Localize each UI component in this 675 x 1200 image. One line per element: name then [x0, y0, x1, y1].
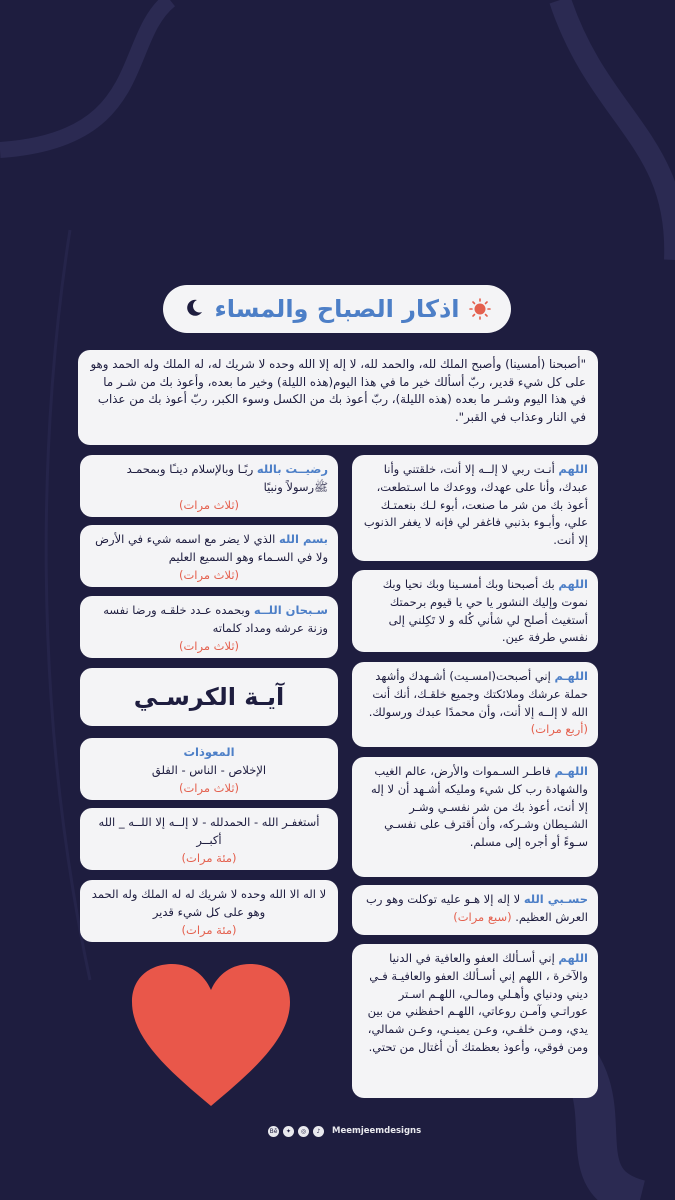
behance-icon[interactable]: Bē — [269, 1127, 278, 1135]
dhikr-text: وبحمده عـدد خلقـه ورضا نفسه وزنة عرشه ومداد كلماته — [103, 603, 328, 635]
dhikr-text: ربًـا وبالإسلام دينـًا وبمحمـد ﷺرسولاً ونبيًا — [126, 462, 328, 494]
dhikr-card-bika-asbahna — [352, 570, 598, 652]
title-pill — [163, 285, 511, 333]
muawwidhat-title: المعوذات — [183, 745, 235, 759]
dhikr-lead: رضيــت بالله — [256, 462, 328, 476]
dhikr-lead: بسم الله — [279, 532, 328, 546]
dhikr-lead: اللهم — [558, 951, 588, 965]
dhikr-lead: حسـبي الله — [523, 892, 588, 906]
dhikr-text: أنـت ربي لا إلــه إلا أنت، خلقتني وأنا عبدك، وأنا على عهدك، ووعدك ما اسـتطعت، أعوذ بك من شر ما صنعت، أبوء لـك بنعمتـك علي، وأبـوء بذنبي فاغفر لي فإنه لا يغفر الذنوب إلا أنت. — [363, 462, 588, 548]
istighfar-card — [80, 808, 338, 870]
dhikr-text: لا إله إلا هـو عليه توكلت وهو رب العرش العظيم. — [366, 892, 588, 924]
muawwidhat-card — [80, 738, 338, 800]
dhikr-text: إني أصبحت(امسـيت) أشـهدك وأشهد حملة عرشك وملائكتك وجميع خلقـك، أنك أنت الله لا إلــه إلا أنت، وأن محمدًا عبدك ورسولك. — [368, 669, 588, 719]
dhikr-card-hasbiyallah — [352, 885, 598, 935]
dhikr-text: بك أصبحنا وبك أمسـينا وبك نحيا وبك نموت وإليك النشور يا حي يا قيوم برحمتك أستغيث أصلح لي شأني كُله و لا تَكِلني إلى نفسي طرفة عين. — [382, 577, 588, 645]
dhikr-lead: اللهـم — [554, 669, 588, 683]
repetition-count: (ثلاث مرات) — [178, 780, 240, 795]
dhikr-card-subhanallah — [80, 596, 338, 658]
dhikr-lead: اللهم — [558, 577, 588, 591]
page-title: اذكار الصباح والمساء — [214, 295, 460, 323]
repetition-count: (ثلاث مرات) — [178, 638, 240, 653]
dhikr-text: الذي لا يضر مع اسمه شيء في الأرض ولا في السـماء وهو السميع العليم — [95, 532, 328, 564]
dhikr-lead: سـبحان اللــه — [253, 603, 328, 617]
dhikr-card-afiyah — [352, 944, 598, 1098]
ayat-al-kursi-title: آيـة الكرسـي — [133, 683, 285, 711]
repetition-count: (ثلاث مرات) — [178, 567, 240, 582]
muawwidhat-text: الإخلاص - الناس - الفلق — [151, 762, 267, 777]
dhikr-card-ashhaduk — [352, 662, 598, 747]
footer-social — [268, 1124, 421, 1138]
dhikr-lead: اللهم — [558, 462, 588, 476]
twitter-icon[interactable]: ✦ — [283, 1126, 294, 1137]
moon-icon — [183, 297, 205, 319]
sun-icon — [469, 298, 491, 320]
dhikr-text: فاطـر السـموات والأرض، عالم الغيب والشهادة رب كل شيء ومليكه أشـهد أن لا إله إلا أنت، أعوذ بك من شر نفسـي وشـر الشـيطان وشـركه، وأن أقترف على نفسـي سـوءً أو أجره إلى مسلم. — [370, 764, 588, 850]
repetition-count: (ثلاث مرات) — [178, 497, 240, 512]
tahlil-text: لا اله الا الله وحده لا شريك له له الملك وله الحمد وهو على كل شيء قدير — [91, 887, 327, 919]
repetition-count: (سبع مرات) — [453, 909, 512, 924]
dhikr-card-bismillah — [80, 525, 338, 587]
dhikr-lead: اللهـم — [554, 764, 588, 778]
repetition-count: (أربع مرات) — [530, 722, 588, 737]
istighfar-text: أستغفـر الله - الحمدلله - لا إلــه إلا اللــه _ الله أكبــر — [98, 815, 320, 847]
dhikr-card-fatir — [352, 757, 598, 877]
ayat-al-kursi-card — [80, 668, 338, 726]
dhikr-card-raditu — [80, 455, 338, 517]
social-handle: Meemjeemdesigns — [332, 1126, 422, 1136]
repetition-count: (مئة مرات) — [181, 850, 237, 865]
repetition-count: (مئة مرات) — [181, 922, 237, 937]
instagram-icon[interactable]: ◎ — [298, 1126, 309, 1137]
tahlil-card — [80, 880, 338, 942]
tiktok-icon[interactable]: ♪ — [313, 1126, 324, 1137]
heart-icon — [128, 960, 294, 1110]
morning-evening-dhikr-card — [78, 350, 598, 445]
dhikr-text: إني أسـألك العفو والعافية في الدنيا والآخرة ، اللهم إني أسـألك العفو والعافيـة فـي ديني ودنياي وأهـلي ومالـي، اللهـم اسـتر عوراتـي وآمـن روعاتي، اللهـم احفظني من بين يدي، ومـن خلفـي، وعـن يمينـي، وعـن شمالي، ومن فوقي، وأعوذ بعظمتك أن أغتال من تحتي. — [367, 951, 588, 1055]
dhikr-text: "أصبحنا (أمسينا) وأصبح الملك لله، والحمد لله، لا إله إلا الله وحده لا شريك له، له الملك وله الحمد وهو على كل شيء قدير، ربّ أسألك خير ما في هذا اليوم(هذه الليلة) وخير ما بعده، وأعوذ بك من شـر ما في هذا اليوم وشـر ما بعده (هذه الليلة)، ربّ أعوذ بك من الكسل وسوء الكبر، ربّ أعوذ بك من عذاب في النار وعذاب في القبر". — [90, 357, 586, 425]
dhikr-card-sayyid-istighfar — [352, 455, 598, 561]
